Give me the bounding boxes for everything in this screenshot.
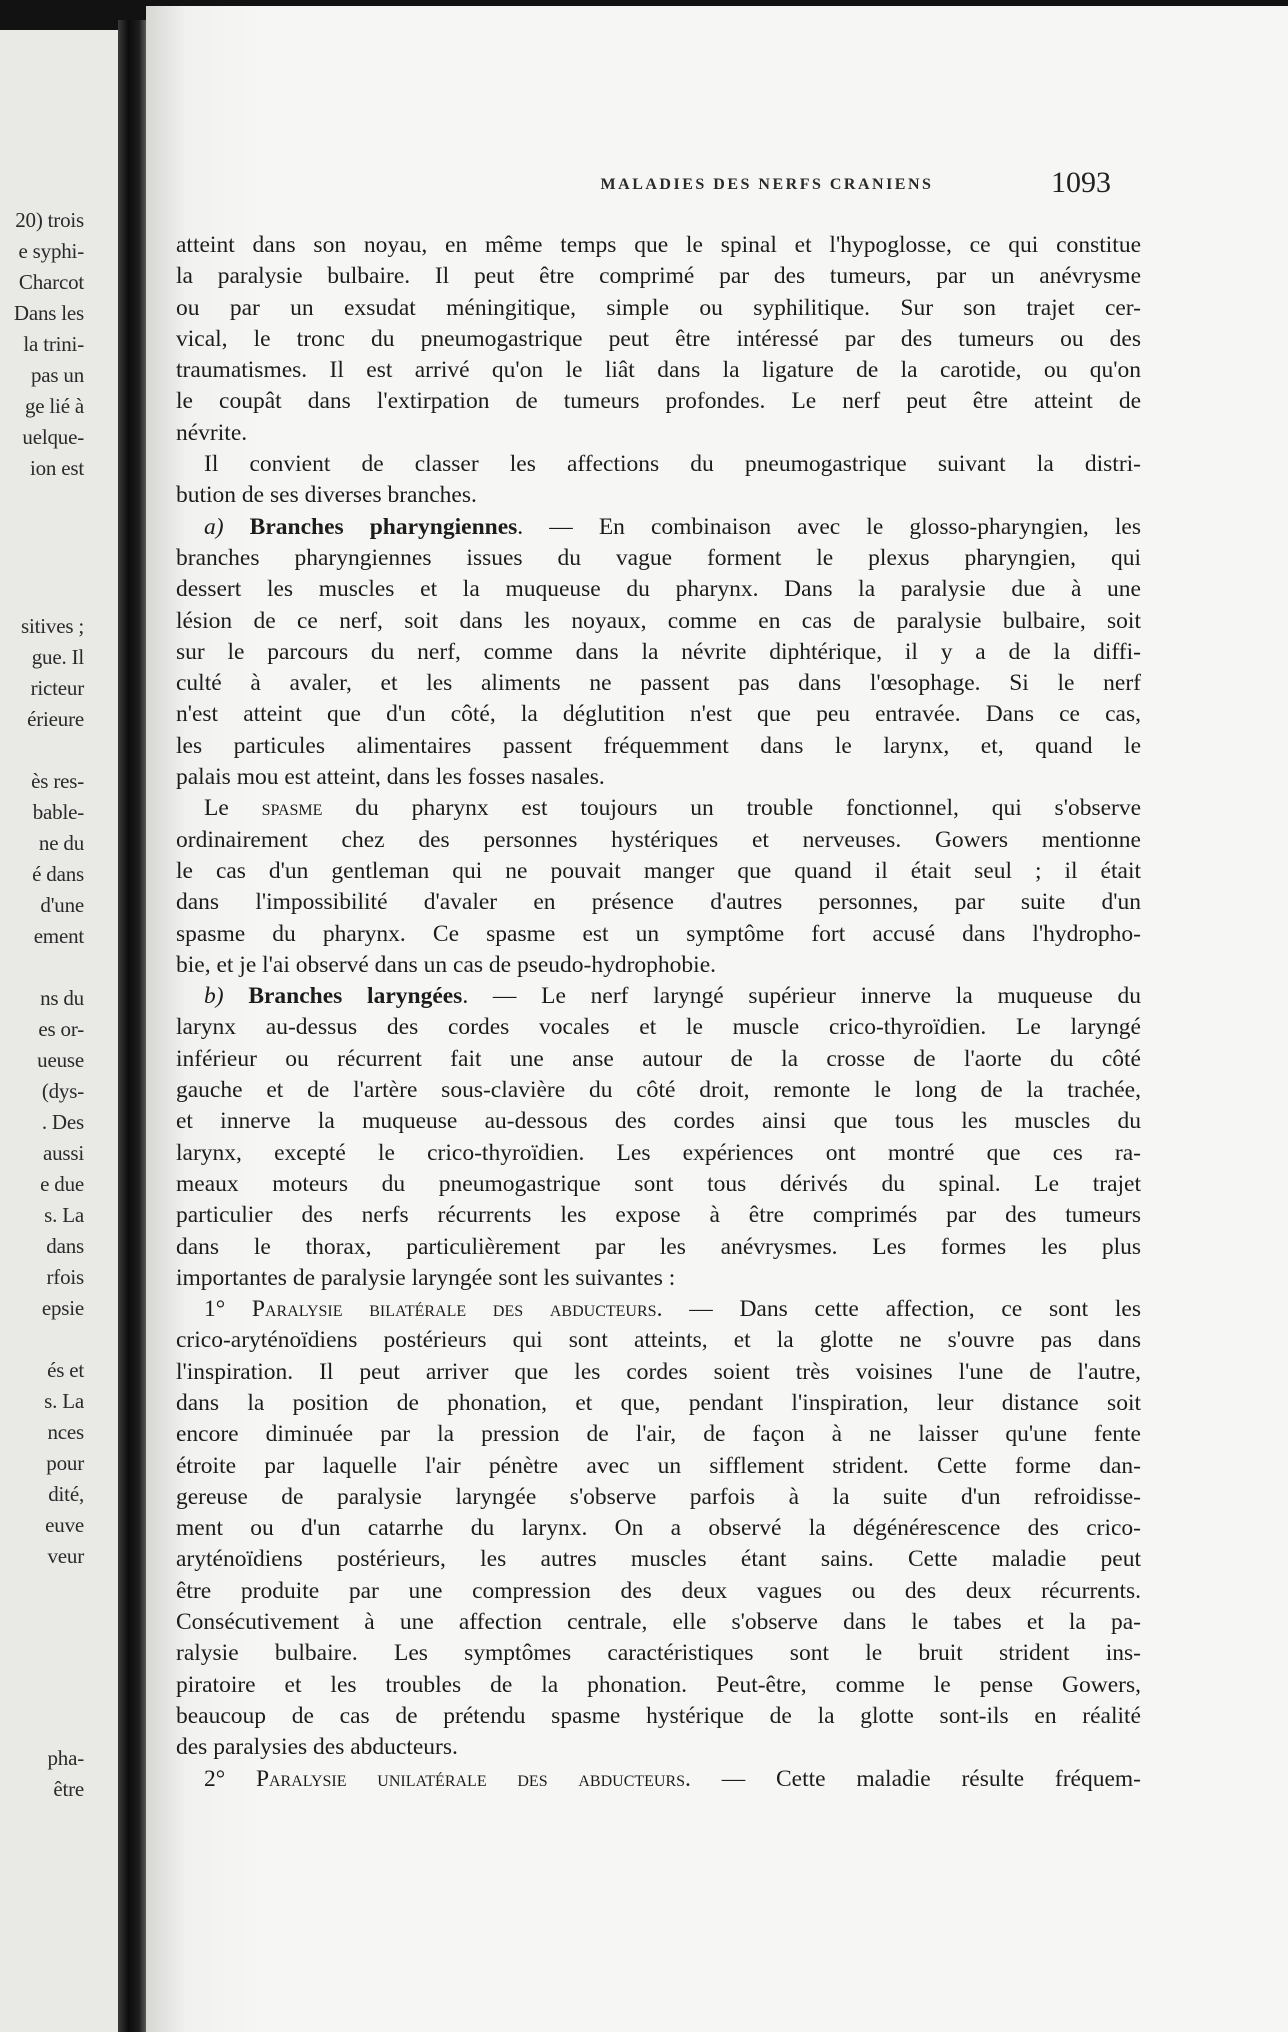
left-page-line: é dans xyxy=(32,862,84,886)
text-line: et innerve la muqueuse au-dessous des cordes ainsi que tous les muscles du xyxy=(176,1108,1141,1135)
text-line: encore diminuée par la pression de l'air, de façon à ne laisser qu'une fente xyxy=(176,1421,1141,1448)
left-page-line: nces xyxy=(47,1420,84,1444)
left-page-line: être xyxy=(53,1777,84,1801)
text-line: le cas d'un gentleman qui ne pouvait manger que quand il était seul ; il était xyxy=(176,857,1141,884)
section-heading: Branches pharyngiennes xyxy=(249,513,518,540)
left-page-line: dans xyxy=(46,1234,84,1258)
left-page-line: ne du xyxy=(38,831,84,855)
text-line: inférieur ou récurrent fait une anse autour de la crosse de l'aorte du côté xyxy=(176,1045,1141,1072)
left-page-line: Charcot xyxy=(18,270,84,294)
left-page-line: ricteur xyxy=(30,676,84,700)
text-line: piratoire et les troubles de la phonation. Peut-être, comme le pense Gowers, xyxy=(176,1671,1141,1698)
left-page-line: uelque- xyxy=(22,425,84,449)
body-text xyxy=(176,230,1141,1795)
text-line: traumatismes. Il est arrivé qu'on le liât dans la ligature de la carotide, ou qu'on xyxy=(176,357,1141,384)
text-line: l'inspiration. Il peut arriver que les cordes soient très voisines l'une de l'autre, xyxy=(176,1358,1141,1385)
left-page-line: pour xyxy=(46,1451,84,1475)
text-fragment: . — Cette maladie résulte fréquem- xyxy=(685,1765,1142,1792)
left-page-fragment xyxy=(0,30,118,2032)
left-page-line: ement xyxy=(33,924,84,948)
left-page-line: s. La xyxy=(44,1203,84,1227)
text-line: des paralysies des abducteurs. xyxy=(176,1734,458,1761)
text-line: gauche et de l'artère sous-clavière du côté droit, remonte le long de la trachée, xyxy=(176,1077,1141,1104)
text-line: aryténoïdiens postérieurs, les autres muscles étant sains. Cette maladie peut xyxy=(176,1546,1141,1573)
left-page-line: s. La xyxy=(44,1389,84,1413)
left-page-line: érieure xyxy=(27,707,84,731)
text-line: Il convient de classer les affections du pneumogastrique suivant la distri- xyxy=(204,451,1141,478)
left-page-line: es or- xyxy=(38,1017,84,1041)
text-line: dans le thorax, particulièrement par les anévrysmes. Les formes les plus xyxy=(176,1233,1141,1260)
text-line: lésion de ce nerf, soit dans les noyaux, comme en cas de paralysie bulbaire, soit xyxy=(176,607,1141,634)
text-line: dans la position de phonation, et que, pendant l'inspiration, leur distance soit xyxy=(176,1389,1141,1416)
left-page-line: la trini- xyxy=(23,332,84,356)
section-a-first-line xyxy=(176,512,1141,543)
left-page-line: bable- xyxy=(32,800,84,824)
text-line: dessert les muscles et la muqueuse du pharynx. Dans la paralysie due à une xyxy=(176,576,1141,603)
text-line: culté à avaler, et les aliments ne passent pas dans l'œsophage. Si le nerf xyxy=(176,670,1141,697)
left-page-line: e syphi- xyxy=(18,239,84,263)
left-page-line: és et xyxy=(47,1358,84,1382)
left-page-line: gue. Il xyxy=(31,645,84,669)
left-page-line: (dys- xyxy=(41,1079,84,1103)
left-page-line: d'une xyxy=(40,893,84,917)
right-page xyxy=(146,6,1288,2032)
left-page-line: . Des xyxy=(41,1110,84,1134)
text-fragment: Le xyxy=(204,795,229,822)
subsection-1-first-line xyxy=(176,1294,1141,1325)
text-line: vical, le tronc du pneumogastrique peut être intéressé par des tumeurs ou des xyxy=(176,325,1141,352)
left-page-line: Dans les xyxy=(13,301,84,325)
left-page-line: ueuse xyxy=(37,1048,84,1072)
text-line: gereuse de paralysie laryngée s'observe parfois à la suite d'un refroidisse- xyxy=(176,1483,1141,1510)
section-marker: a) xyxy=(204,513,224,540)
text-line: beaucoup de cas de prétendu spasme hystérique de la glotte sont-ils en réalité xyxy=(176,1702,1141,1729)
text-line: bution de ses diverses branches. xyxy=(176,482,477,509)
left-page-line: 20) trois xyxy=(15,208,84,232)
left-page-line: ns du xyxy=(40,986,84,1010)
text-line: branches pharyngiennes issues du vague forment le plexus pharyngien, qui xyxy=(176,544,1141,571)
left-page-line: rfois xyxy=(46,1265,84,1289)
text-line: larynx au-dessus des cordes vocales et le muscle crico-thyroïdien. Le laryngé xyxy=(176,1014,1141,1041)
subsection-2-first-line xyxy=(176,1764,1141,1795)
running-head: MALADIES DES NERFS CRANIENS xyxy=(600,176,934,193)
text-line: le coupât dans l'extirpation de tumeurs profondes. Le nerf peut être atteint de xyxy=(176,388,1141,415)
spasme-first-line xyxy=(176,793,1141,824)
text-line: névrite. xyxy=(176,419,248,446)
text-line: n'est atteint que d'un côté, la déglutition n'est que peu entravée. Dans ce cas, xyxy=(176,701,1141,728)
text-line: Consécutivement à une affection centrale, elle s'observe dans le tabes et la pa- xyxy=(176,1609,1141,1636)
text-line: spasme du pharynx. Ce spasme est un symptôme fort accusé dans l'hydropho- xyxy=(176,920,1141,947)
text-fragment: . — Dans cette affection, ce sont les xyxy=(656,1296,1141,1323)
section-marker: b) xyxy=(204,983,224,1010)
left-page-line: epsie xyxy=(41,1296,84,1320)
text-line: importantes de paralysie laryngée sont les suivantes : xyxy=(176,1264,676,1291)
text-line: étroite par laquelle l'air pénètre avec un sifflement strident. Cette forme dan- xyxy=(176,1452,1141,1479)
text-line: ment ou d'un catarrhe du larynx. On a observé la dégénérescence des crico- xyxy=(176,1515,1141,1542)
left-page-line: veur xyxy=(47,1544,84,1568)
text-line: ou par un exsudat méningitique, simple ou syphilitique. Sur son trajet cer- xyxy=(176,294,1141,321)
subsection-number: 1° xyxy=(204,1296,226,1323)
left-page-line: pas un xyxy=(30,363,84,387)
text-fragment: du pharynx est toujours un trouble fonctionnel, qui s'observe xyxy=(355,795,1142,822)
left-page-line: dité, xyxy=(48,1482,84,1506)
section-heading: Branches laryngées xyxy=(248,983,463,1010)
left-page-line: aussi xyxy=(42,1141,84,1165)
text-fragment: . — Le nerf laryngé supérieur innerve la muqueuse du xyxy=(462,983,1141,1010)
left-page-line: euve xyxy=(45,1513,84,1537)
section-b-first-line xyxy=(176,981,1141,1012)
left-page-line: e due xyxy=(40,1172,84,1196)
book-gutter xyxy=(118,20,148,2032)
left-page-line: ès res- xyxy=(31,769,84,793)
small-caps-term: spasme xyxy=(261,795,323,822)
text-line: dans l'impossibilité d'avaler en présence d'autres personnes, par suite d'un xyxy=(176,889,1141,916)
subsection-number: 2° xyxy=(204,1765,226,1792)
text-line: particulier des nerfs récurrents les expose à être comprimés par des tumeurs xyxy=(176,1202,1141,1229)
page-number: 1093 xyxy=(1051,166,1111,199)
text-fragment: . — En combinaison avec le glosso-pharyngien, les xyxy=(517,513,1141,540)
text-line: atteint dans son noyau, en même temps que le spinal et l'hypoglosse, ce qui constitue xyxy=(176,232,1141,258)
text-line: être produite par une compression des deux vagues ou des deux récurrents. xyxy=(176,1577,1141,1604)
text-line: ralysie bulbaire. Les symptômes caractéristiques sont le bruit strident ins- xyxy=(176,1640,1141,1667)
text-line: crico-aryténoïdiens postérieurs qui sont atteints, et la glotte ne s'ouvre pas dans xyxy=(176,1327,1141,1354)
left-page-line: ge lié à xyxy=(24,394,84,418)
text-line: meaux moteurs du pneumogastrique sont tous dérivés du spinal. Le trajet xyxy=(176,1170,1141,1197)
left-page-line: sitives ; xyxy=(21,614,84,638)
text-line: bie, et je l'ai observé dans un cas de pseudo-hydrophobie. xyxy=(176,951,717,978)
text-line: les particules alimentaires passent fréquemment dans le larynx, et, quand le xyxy=(176,732,1141,759)
text-line: la paralysie bulbaire. Il peut être comprimé par des tumeurs, par un anévrysme xyxy=(176,263,1141,290)
subsection-heading: Paralysie unilatérale des abducteurs xyxy=(255,1765,686,1792)
text-line: larynx, excepté le crico-thyroïdien. Les expériences ont montré que ces ra- xyxy=(176,1139,1141,1166)
text-line: palais mou est atteint, dans les fosses nasales. xyxy=(176,764,605,791)
left-page-line: pha- xyxy=(47,1746,84,1770)
left-page-line: ion est xyxy=(29,456,84,480)
subsection-heading: Paralysie bilatérale des abducteurs xyxy=(251,1296,657,1323)
text-line: ordinairement chez des personnes hystériques et nerveuses. Gowers mentionne xyxy=(176,826,1141,853)
text-line: sur le parcours du nerf, comme dans la névrite diphtérique, il y a de la diffi- xyxy=(176,638,1141,665)
